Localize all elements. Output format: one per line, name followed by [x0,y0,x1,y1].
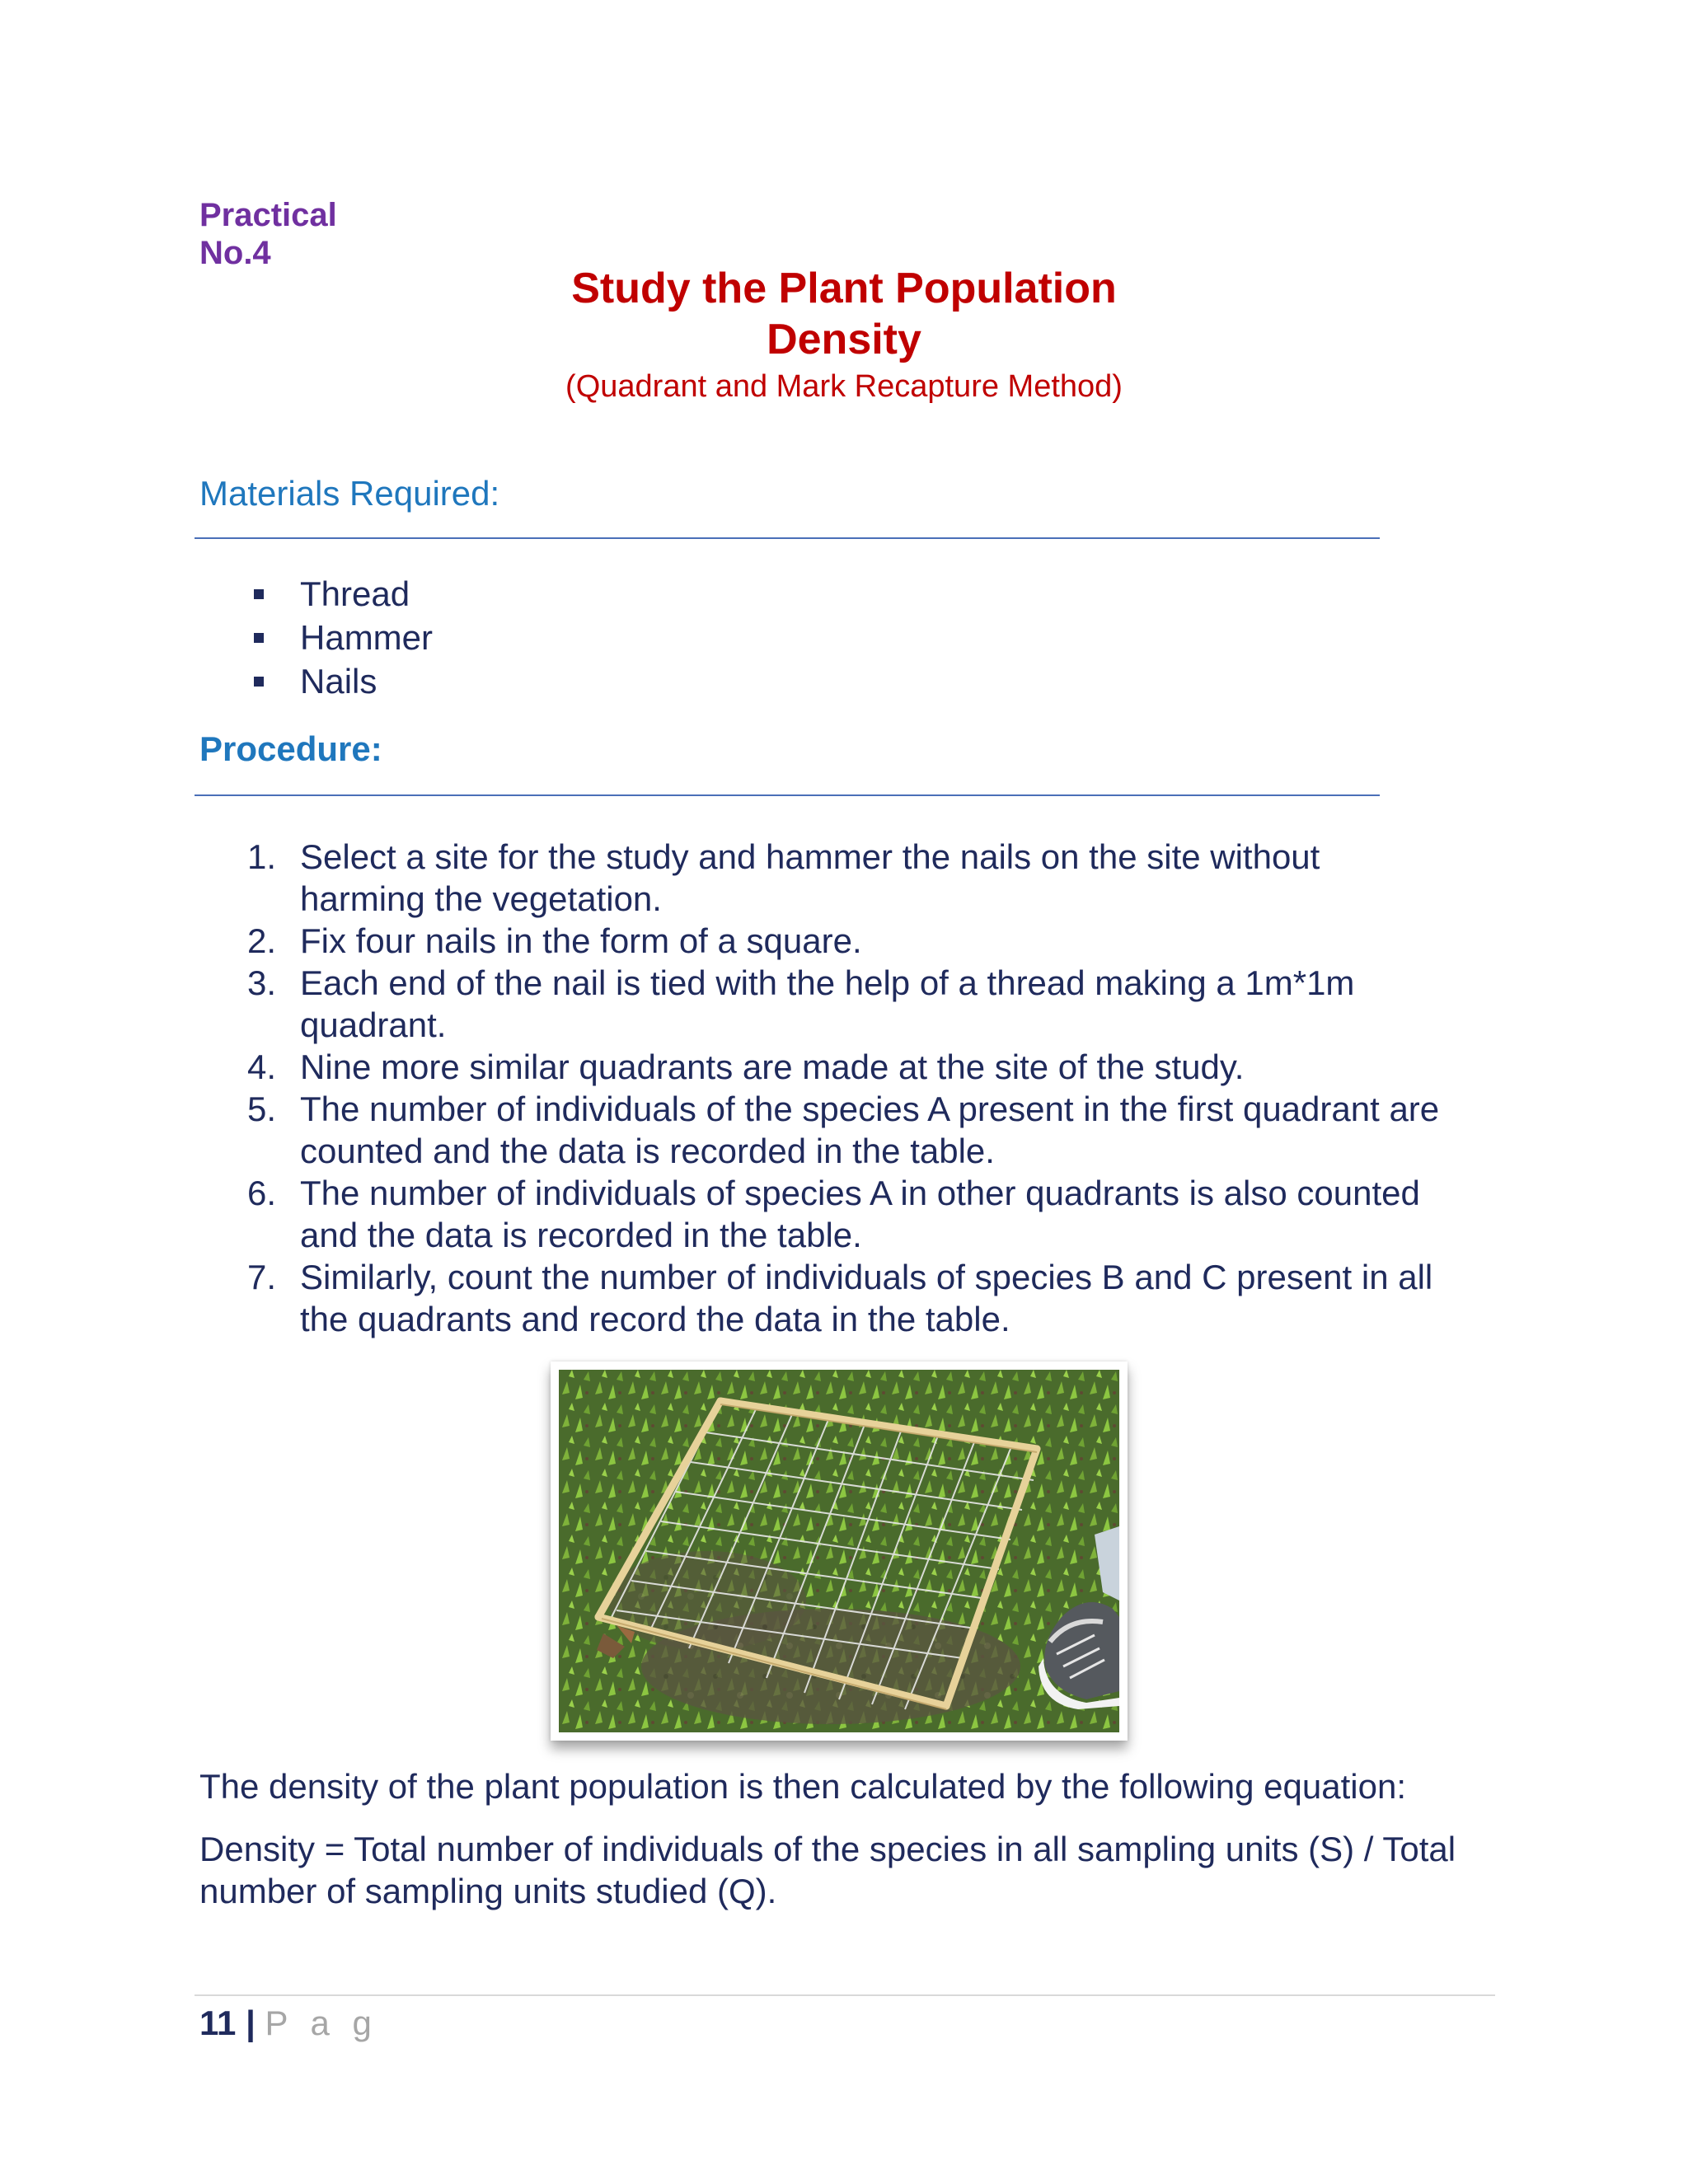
practical-label [199,196,337,272]
procedure-step [247,1046,1517,1088]
footer-divider [195,1994,1495,1996]
list-item-text: Hammer [300,618,434,657]
step-text-line: harming the vegetation. [300,879,662,918]
list-item [247,616,433,659]
quadrant-photo-illustration [559,1370,1119,1732]
list-item-text: Nails [300,662,377,701]
list-item [247,572,433,616]
step-number: 1. [247,837,277,876]
list-item-text: Thread [300,574,410,613]
page-number: 11 [199,2004,237,2042]
page-footer [199,2003,378,2044]
step-text-line: The number of individuals of the species A present in the first quadrant are [300,1090,1440,1128]
step-number: 5. [247,1090,277,1128]
step-number: 7. [247,1258,277,1296]
procedure-step [247,1088,1517,1172]
procedure-step [247,962,1517,1046]
step-text-line: the quadrants and record the data in the table. [300,1300,1010,1338]
step-text-line: Similarly, count the number of individuals of species B and C present in all [300,1258,1433,1296]
practical-line-1: Practical [199,197,337,233]
density-formula-line-2: number of sampling units studied (Q). [199,1872,777,1910]
bullet-square-icon [254,633,264,643]
density-formula-line-1: Density = Total number of individuals of the species in all sampling units (S) / Total [199,1830,1456,1868]
step-text-line: counted and the data is recorded in the table. [300,1132,995,1170]
step-text-line: Fix four nails in the form of a square. [300,921,862,960]
bullet-square-icon [254,589,264,599]
procedure-heading: Procedure: [199,729,382,768]
step-text-line: Select a site for the study and hammer the nails on the site without [300,837,1320,876]
step-text-line: quadrant. [300,1005,447,1044]
list-item [247,659,433,703]
footer-separator: | [246,2004,256,2042]
step-text-line: and the data is recorded in the table. [300,1216,862,1254]
quadrant-photo [551,1361,1128,1741]
page-subtitle: (Quadrant and Mark Recapture Method) [565,369,1123,404]
practical-line-2: No.4 [199,235,271,271]
step-number: 3. [247,963,277,1002]
step-text-line: Each end of the nail is tied with the help of a thread making a 1m*1m [300,963,1355,1002]
page-title-line-1: Study the Plant Population [571,265,1117,312]
page-title-line-2: Density [767,316,921,363]
density-formula [199,1828,1518,1912]
procedure-step [247,1172,1517,1256]
procedure-step [247,836,1517,920]
step-number: 2. [247,921,277,960]
step-text-line: The number of individuals of species A in other quadrants is also counted [300,1174,1420,1212]
step-number: 6. [247,1174,277,1212]
step-number: 4. [247,1047,277,1086]
materials-list [247,572,433,703]
procedure-step [247,920,1517,962]
procedure-steps [247,836,1517,1340]
procedure-divider [195,794,1380,796]
materials-divider [195,537,1380,539]
density-intro: The density of the plant population is then calculated by the following equation: [199,1767,1406,1806]
bullet-square-icon [254,677,264,687]
step-text-line: Nine more similar quadrants are made at the site of the study. [300,1047,1245,1086]
procedure-step [247,1256,1517,1340]
materials-heading: Materials Required: [199,474,500,513]
page-label: P a g [265,2004,378,2042]
